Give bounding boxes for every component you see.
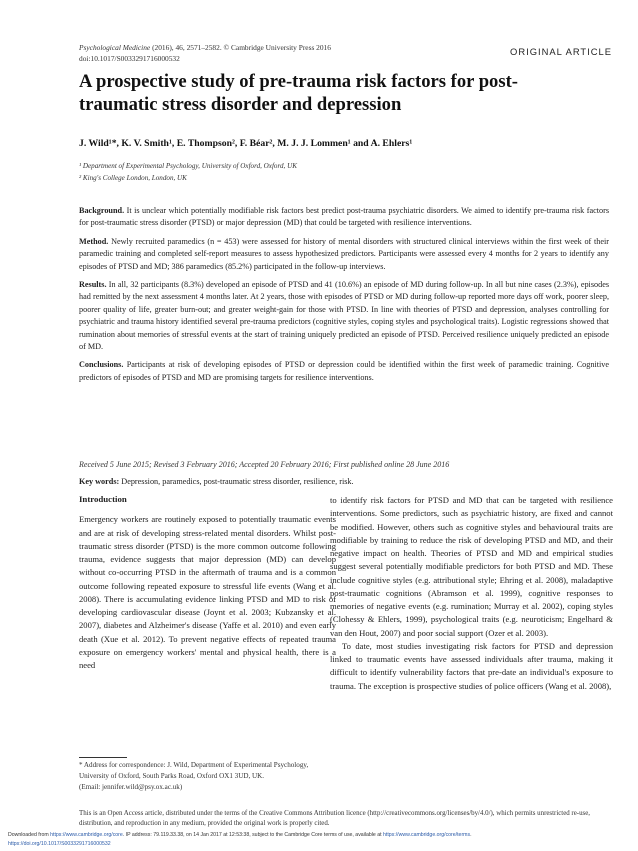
conclusions-label: Conclusions.	[79, 360, 124, 370]
download-notice: Downloaded from https://www.cambridge.org/core. IP address: 79.119.33.38, on 14 Jan 2017 at 12:53:38, subject to the Cambridge Core terms of use, available at https://www.cambridge.org/core/terms. https://doi.org/10.1017/S0033291716000532	[8, 832, 472, 847]
conclusions-text: Participants at risk of developing episodes of PTSD or depression could be identified within the first week of paramedic training. Cognitive predictors of episodes of PTSD and MD are promising targets for resilience interventions.	[79, 360, 610, 382]
cambridge-core-link[interactable]: https://www.cambridge.org/core	[50, 832, 123, 838]
citation-details: (2016), 46, 2571–2582. © Cambridge University Press 2016	[152, 43, 331, 52]
method-text: Newly recruited paramedics (n = 453) were assessed for history of mental disorders with structured clinical interviews within the first week of their paramedic training and completed self-report measures to assess hypothesized predictors. Participants were assessed every 4 months for 2 years to identify any episodes of PTSD and MD; 386 paramedics (85.2%) participated in the follow-up interviews.	[79, 236, 609, 271]
background-text: It is unclear which potentially modifiable risk factors best predict post-trauma psychiatric disorders. We aimed to identify pre-trauma risk factors for post-traumatic stress disorder (PTSD) or major depression (MD) that could be targeted with resilience interventions.	[79, 206, 610, 228]
doi[interactable]: doi:10.1017/S0033291716000532	[79, 54, 180, 63]
article-type: ORIGINAL ARTICLE	[510, 46, 612, 57]
intro-paragraph-2: to identify risk factors for PTSD and MD that can be targeted with resilience interventions. Some predictors, such as psychiatric history, are fixed and cannot be modified. However, others such as cognitive styles and behavioural traits are modifiable by training to reduce the risk of developing PTSD and MD, and their negative impact on health. Theories of PTSD and MD and empirical studies suggest several potentially modifiable predictors for both PTSD and MD. These include cognitive styles (e.g. attributional style; Ehring et al. 2008), maladaptive post-traumatic cognitions (Abramson et al. 1999), cognitive responses to memories of negative events (e.g. rumination; Murray et al. 2002), coping styles (Clohessy & Ehlers, 1999), psychological traits (e.g. neuroticism; Engelhard & van den Hout, 2007) and poor social support (Ozer et al. 2003).	[330, 495, 613, 638]
intro-paragraph-3: To date, most studies investigating risk factors for PTSD and depression linked to traumatic events have assessed individuals after trauma, making it difficult to identify vulnerability factors that pre-date an individual's exposure to trauma. The exception is prospective studies of police officers (Wang et al. 2008),	[330, 640, 613, 691]
keywords-text: Depression, paramedics, post-traumatic stress disorder, resilience, risk.	[121, 477, 354, 486]
keywords-label: Key words:	[79, 477, 120, 486]
keywords	[79, 477, 609, 486]
footnote-email[interactable]: (Email: jennifer.wild@psy.ox.ac.uk)	[79, 783, 183, 791]
publication-dates: Received 5 June 2015; Revised 3 February 2016; Accepted 20 February 2016; First published online 28 June 2016	[79, 460, 450, 469]
journal-name: Psychological Medicine	[79, 43, 151, 52]
body-column-right	[330, 494, 613, 693]
journal-citation	[79, 42, 399, 64]
open-access-notice: This is an Open Access article, distributed under the terms of the Creative Commons Attribution licence (http://creativecommons.org/licenses/by/4.0/), which permits unrestricted re-use, distribution, and reproduction in any medium, provided the original work is properly cited.	[79, 810, 590, 827]
affiliation-1: ¹ Department of Experimental Psychology, University of Oxford, Oxford, UK	[79, 162, 297, 170]
method-label: Method.	[79, 236, 109, 246]
abstract-background	[79, 205, 609, 230]
abstract-method	[79, 236, 609, 273]
terms-link[interactable]: https://www.cambridge.org/core/terms	[383, 832, 471, 838]
abstract-conclusions	[79, 359, 609, 384]
footnote-address: * Address for correspondence: J. Wild, Department of Experimental Psychology, University of Oxford, South Parks Road, Oxford OX1 3UD, UK.	[79, 761, 309, 780]
body-column-left	[79, 493, 336, 672]
section-heading: Introduction	[79, 494, 127, 504]
results-label: Results.	[79, 280, 107, 290]
doi-link[interactable]: https://doi.org/10.1017/S0033291716000532	[8, 841, 111, 847]
footnote-rule	[79, 757, 127, 758]
author-list: J. Wild¹*, K. V. Smith¹, E. Thompson², F. Béar², M. J. J. Lommen¹ and A. Ehlers¹	[79, 138, 413, 149]
background-label: Background.	[79, 206, 125, 215]
correspondence-footnote	[79, 760, 329, 793]
results-text: In all, 32 participants (8.3%) developed an episode of PTSD and 41 (10.6%) an episode of MD during follow-up. In all but nine cases (2.3%), episodes had remitted by the next assessment 4 months later. At 2 years, those with episodes of PTSD or MD during follow-up reported more days off work, poorer sleep, poorer quality of life, greater burn-out; and greater weight-gain for those with PTSD. In line with theories of PTSD and depression, analyses controlling for psychiatric and trauma history identified several pre-trauma predictors (cognitive styles, coping styles and psychological traits). Logistic regressions showed that rumination about memories of stressful events at the start of training uniquely predicted an episode of PTSD. Perceived resilience uniquely predicted an episode of MD.	[79, 280, 610, 352]
intro-paragraph-1: Emergency workers are routinely exposed to potentially traumatic events and are at risk of developing stress-related mental disorders. Whilst post-traumatic stress disorder (PTSD) is the more common outcome following trauma, evidence suggests that major depression (MD) can develop without co-occurring PTSD in the aftermath of trauma and is a common outcome following repeated exposure to stressful life events (Wang et al. 2008). There is accumulating evidence linking PTSD and MD to risk of developing cardiovascular disease (Joynt et al. 2003; Kubzansky et al. 2007), diabetes and Alzheimer's disease (Yaffe et al. 2010) and even early death (Xue et al. 2012). To prevent negative effects of repeated trauma exposure on emergency workers' mental and physical health, there is a need	[79, 514, 336, 670]
paper-title: A prospective study of pre-trauma risk factors for post-traumatic stress disorder and depression	[79, 71, 518, 115]
download-prefix: Downloaded from	[8, 832, 49, 838]
affiliations	[79, 160, 599, 184]
abstract-results	[79, 279, 609, 353]
download-middle: . IP address: 79.119.33.38, on 14 Jan 2017 at 12:53:38, subject to the Cambridge Core terms of use, available at	[122, 832, 382, 838]
abstract	[79, 205, 609, 390]
affiliation-2: ² King's College London, London, UK	[79, 174, 187, 182]
